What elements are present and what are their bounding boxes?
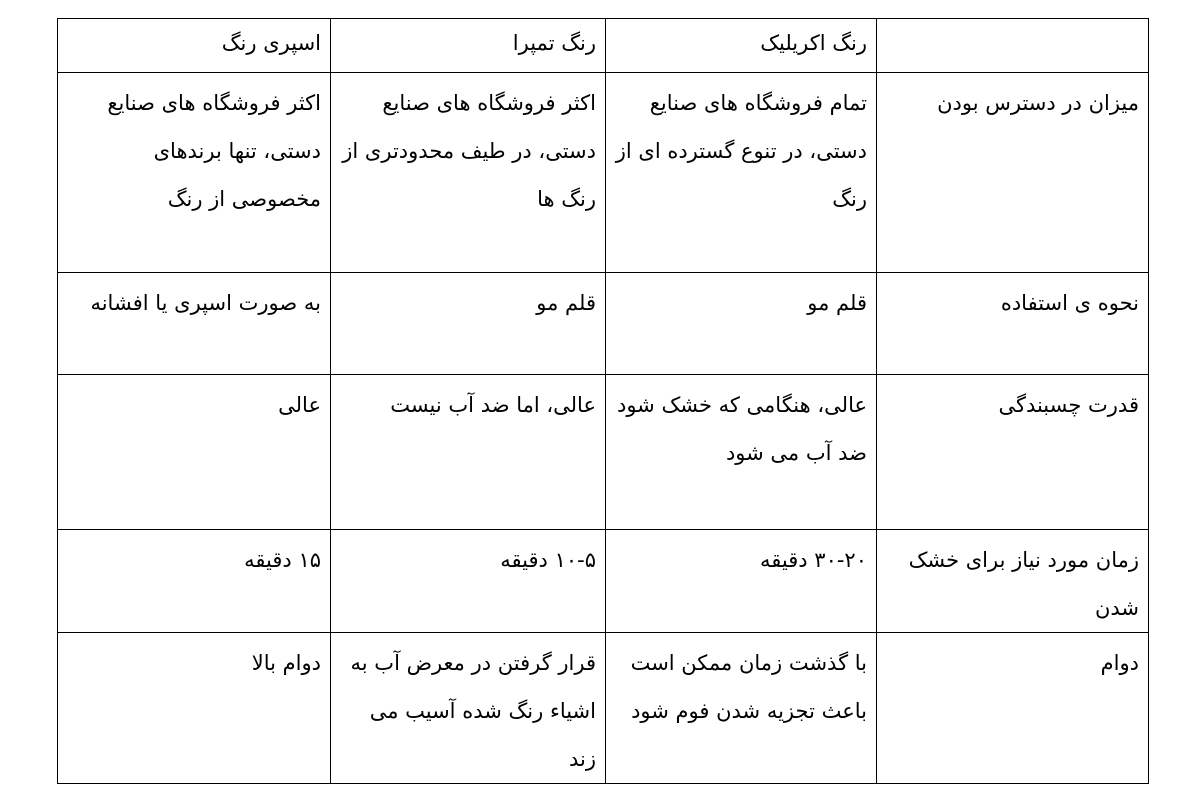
table-row xyxy=(58,530,1149,633)
cell-spray-usage: به صورت اسپری یا افشانه xyxy=(58,273,331,375)
cell-acrylic-adhesion: عالی، هنگامی که خشک شود ضد آب می شود xyxy=(606,375,877,530)
cell-tempera-adhesion: عالی، اما ضد آب نیست xyxy=(331,375,606,530)
table-row xyxy=(58,73,1149,273)
cell-tempera-drying-time: ۱۰-۵ دقیقه xyxy=(331,530,606,633)
cell-tempera-durability: قرار گرفتن در معرض آب به اشیاء رنگ شده آسیب می زند xyxy=(331,633,606,784)
cell-acrylic-availability: تمام فروشگاه های صنایع دستی، در تنوع گسترده ای از رنگ xyxy=(606,73,877,273)
header-tempera-paint: رنگ تمپرا xyxy=(331,19,606,73)
cell-spray-availability: اکثر فروشگاه های صنایع دستی، تنها برندهای مخصوصی از رنگ xyxy=(58,73,331,273)
table-header-row xyxy=(58,19,1149,73)
header-spray-paint: اسپری رنگ xyxy=(58,19,331,73)
row-label-usage: نحوه ی استفاده xyxy=(877,273,1149,375)
cell-tempera-availability: اکثر فروشگاه های صنایع دستی، در طیف محدودتری از رنگ ها xyxy=(331,73,606,273)
cell-acrylic-usage: قلم مو xyxy=(606,273,877,375)
table-row xyxy=(58,273,1149,375)
cell-tempera-usage: قلم مو xyxy=(331,273,606,375)
row-label-drying-time: زمان مورد نیاز برای خشک شدن xyxy=(877,530,1149,633)
row-label-adhesion: قدرت چسبندگی xyxy=(877,375,1149,530)
cell-acrylic-durability: با گذشت زمان ممکن است باعث تجزیه شدن فوم شود xyxy=(606,633,877,784)
table-row xyxy=(58,633,1149,784)
row-label-durability: دوام xyxy=(877,633,1149,784)
cell-spray-drying-time: ۱۵ دقیقه xyxy=(58,530,331,633)
table-row xyxy=(58,375,1149,530)
cell-spray-durability: دوام بالا xyxy=(58,633,331,784)
row-label-availability: میزان در دسترس بودن xyxy=(877,73,1149,273)
paint-comparison-table xyxy=(57,18,1149,784)
cell-acrylic-drying-time: ۳۰-۲۰ دقیقه xyxy=(606,530,877,633)
cell-spray-adhesion: عالی xyxy=(58,375,331,530)
header-acrylic-paint: رنگ اکریلیک xyxy=(606,19,877,73)
header-corner-cell xyxy=(877,19,1149,73)
